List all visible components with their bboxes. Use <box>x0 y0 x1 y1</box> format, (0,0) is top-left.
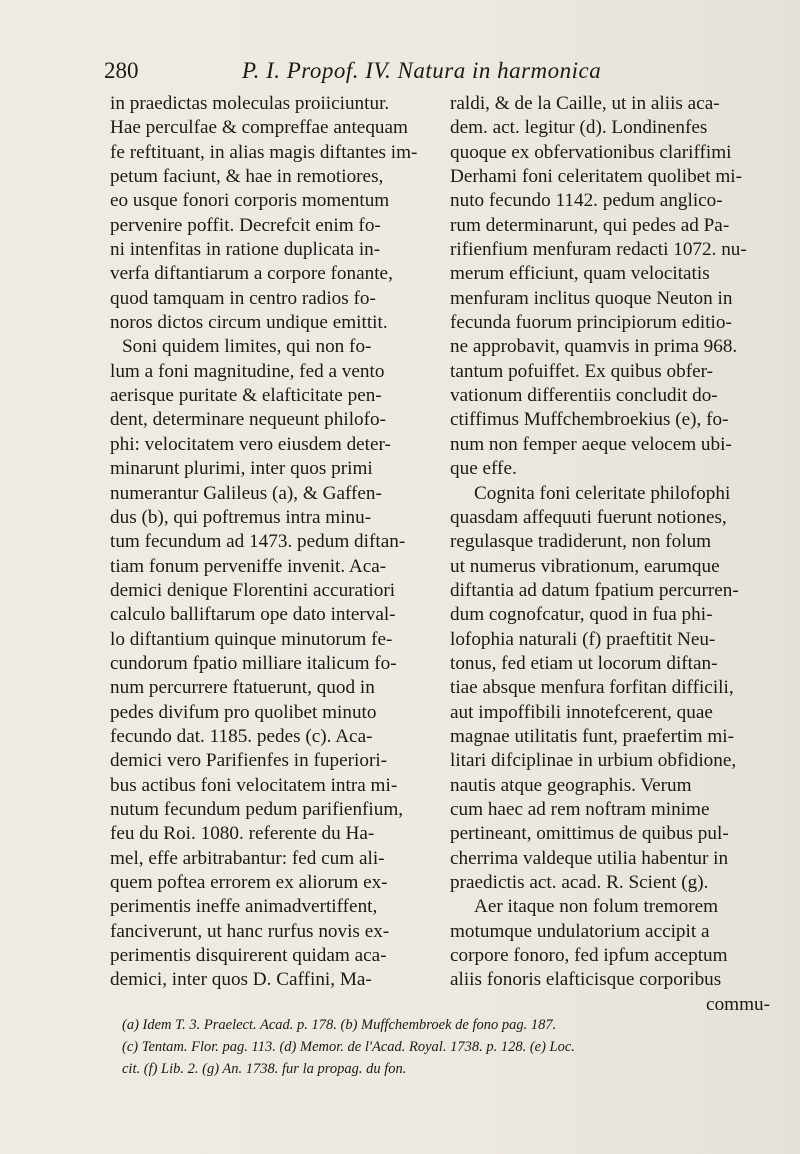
text-line: ne approbavit, quamvis in prima 968. <box>450 336 738 358</box>
text-line: lum a foni magnitudine, fed a vento <box>110 360 385 382</box>
text-line: corpore fonoro, fed ipfum acceptum <box>450 945 728 967</box>
text-line: aerisque puritate & elafticitate pen- <box>110 385 382 407</box>
text-line: dum cognofcatur, quod in fua phi- <box>450 604 713 626</box>
text-line: dus (b), qui poftremus intra minu- <box>110 506 372 528</box>
text-line: fanciverunt, ut hanc rurfus novis ex- <box>110 920 390 942</box>
text-line: rum determinarunt, qui pedes ad Pa- <box>450 214 730 236</box>
text-line: tiae absque menfura forfitan difficili, <box>450 677 734 699</box>
text-line: cherrima valdeque utilia habentur in <box>450 847 729 869</box>
text-line: noros dictos circum undique emittit. <box>110 312 388 334</box>
text-line: pervenire poffit. Decrefcit enim fo- <box>110 214 381 236</box>
text-line: numerantur Galileus (a), & Gaffen- <box>110 482 382 504</box>
text-line: ctiffimus Muffchembroekius (e), fo- <box>450 409 729 431</box>
page-header <box>104 58 634 88</box>
text-line: num non femper aeque velocem ubi- <box>450 433 732 455</box>
running-title: P. I. Propof. IV. Natura in harmonica <box>242 58 602 83</box>
text-line: nautis atque geographis. Verum <box>450 774 692 796</box>
text-line: diftantia ad datum fpatium percurren- <box>450 579 739 601</box>
text-line: merum efficiunt, quam velocitatis <box>450 263 710 285</box>
text-line: perimentis disquirerent quidam aca- <box>110 945 387 967</box>
footnote-line: cit. (f) Lib. 2. (g) An. 1738. fur la propag. du fon. <box>122 1061 407 1077</box>
text-line: aut impoffibili innotefcerent, quae <box>450 701 713 723</box>
text-line: tonus, fed etiam ut locorum diftan- <box>450 652 718 674</box>
text-line: calculo balliftarum ope dato interval- <box>110 604 396 626</box>
text-line: quem poftea errorem ex aliorum ex- <box>110 872 388 893</box>
text-line: litari difciplinae in urbium obfidione, <box>450 750 737 772</box>
text-line: feu du Roi. 1080. referente du Ha- <box>110 823 375 845</box>
right-column <box>450 92 770 1017</box>
text-line: regulasque tradiderunt, non folum <box>450 531 712 553</box>
text-line: quod tamquam in centro radios fo- <box>110 287 376 309</box>
text-line: Hae perculfae & compreffae antequam <box>110 117 408 139</box>
text-line: aliis fonoris elafticisque corporibus <box>450 969 722 991</box>
text-line: Cognita foni celeritate philofophi <box>474 482 731 504</box>
footnotes <box>122 1014 782 1080</box>
text-line: quasdam affequuti fuerunt notiones, <box>450 506 727 528</box>
text-line: menfuram inclitus quoque Neuton in <box>450 287 733 309</box>
text-line: num percurrere ftatuerunt, quod in <box>110 677 375 699</box>
text-line: demici, inter quos D. Caffini, Ma- <box>110 969 372 991</box>
text-line: eo usque fonori corporis momentum <box>110 190 390 212</box>
text-line: tantum pofuiffet. Ex quibus obfer- <box>450 360 714 382</box>
text-line: fecundo dat. 1185. pedes (c). Aca- <box>110 725 373 747</box>
text-line: Derhami foni celeritatem quolibet mi- <box>450 166 742 188</box>
text-line: Aer itaque non folum tremorem <box>474 896 719 918</box>
text-line: tum fecundum ad 1473. pedum diftan- <box>110 531 406 553</box>
text-line: que effe. <box>450 458 517 480</box>
text-line: vationum differentiis concludit do- <box>450 385 718 407</box>
text-line: raldi, & de la Caille, ut in aliis aca- <box>450 93 720 114</box>
text-line: demici vero Parifienfes in fuperiori- <box>110 750 388 772</box>
footnote-line: (a) Idem T. 3. Praelect. Acad. p. 178. (b) Muffchembroek de fono pag. 187. <box>122 1017 557 1033</box>
text-line: mel, effe arbitrabantur: fed cum ali- <box>110 847 385 869</box>
text-line: nutum fecundum pedum parifienfium, <box>110 798 404 820</box>
left-column <box>110 92 440 993</box>
footnote-line: (c) Tentam. Flor. pag. 113. (d) Memor. de l'Acad. Royal. 1738. p. 128. (e) Loc. <box>122 1039 575 1055</box>
text-line: ni intenfitas in ratione duplicata in- <box>110 239 381 261</box>
text-line: tiam fonum perveniffe invenit. Aca- <box>110 555 387 577</box>
text-line: ut numerus vibrationum, earumque <box>450 555 720 577</box>
text-line: dem. act. legitur (d). Londinenfes <box>450 117 708 139</box>
text-line: bus actibus foni velocitatem intra mi- <box>110 774 398 796</box>
text-line: rifienfium menfuram redacti 1072. nu- <box>450 239 747 261</box>
text-line: perimentis ineffe animadvertiffent, <box>110 896 378 918</box>
text-line: cum haec ad rem noftram minime <box>450 798 710 820</box>
text-line: in praedictas moleculas proiiciuntur. <box>110 93 390 114</box>
text-line: demici denique Florentini accuratiori <box>110 579 396 601</box>
text-line: fecunda fuorum principiorum editio- <box>450 312 732 334</box>
text-line: praedictis act. acad. R. Scient (g). <box>450 872 709 893</box>
text-line: quoque ex obfervationibus clariffimi <box>450 141 732 163</box>
text-line: minarunt plurimi, inter quos primi <box>110 458 373 480</box>
text-line: pertineant, omittimus de quibus pul- <box>450 823 729 845</box>
text-line: Soni quidem limites, qui non fo- <box>122 336 372 358</box>
text-line: petum faciunt, & hae in remotiores, <box>110 166 384 188</box>
text-line: nuto fecundo 1142. pedum anglico- <box>450 190 723 212</box>
text-line: lo diftantium quinque minutorum fe- <box>110 628 393 650</box>
text-line: pedes divifum pro quolibet minuto <box>110 701 377 723</box>
text-line: fe reftituant, in alias magis diftantes im- <box>110 141 418 163</box>
text-line: phi: velocitatem vero eiusdem deter- <box>110 433 391 455</box>
catchword: commu- <box>706 993 770 1015</box>
text-line: dent, determinare nequeunt philofo- <box>110 409 386 431</box>
page-number: 280 <box>104 58 139 83</box>
text-line: motumque undulatorium accipit a <box>450 920 710 942</box>
text-line: magnae utilitatis funt, praefertim mi- <box>450 725 734 747</box>
text-line: cundorum fpatio milliare italicum fo- <box>110 652 397 674</box>
text-line: lofophia naturali (f) praeftitit Neu- <box>450 628 716 650</box>
text-line: verfa diftantiarum a corpore fonante, <box>110 263 393 285</box>
